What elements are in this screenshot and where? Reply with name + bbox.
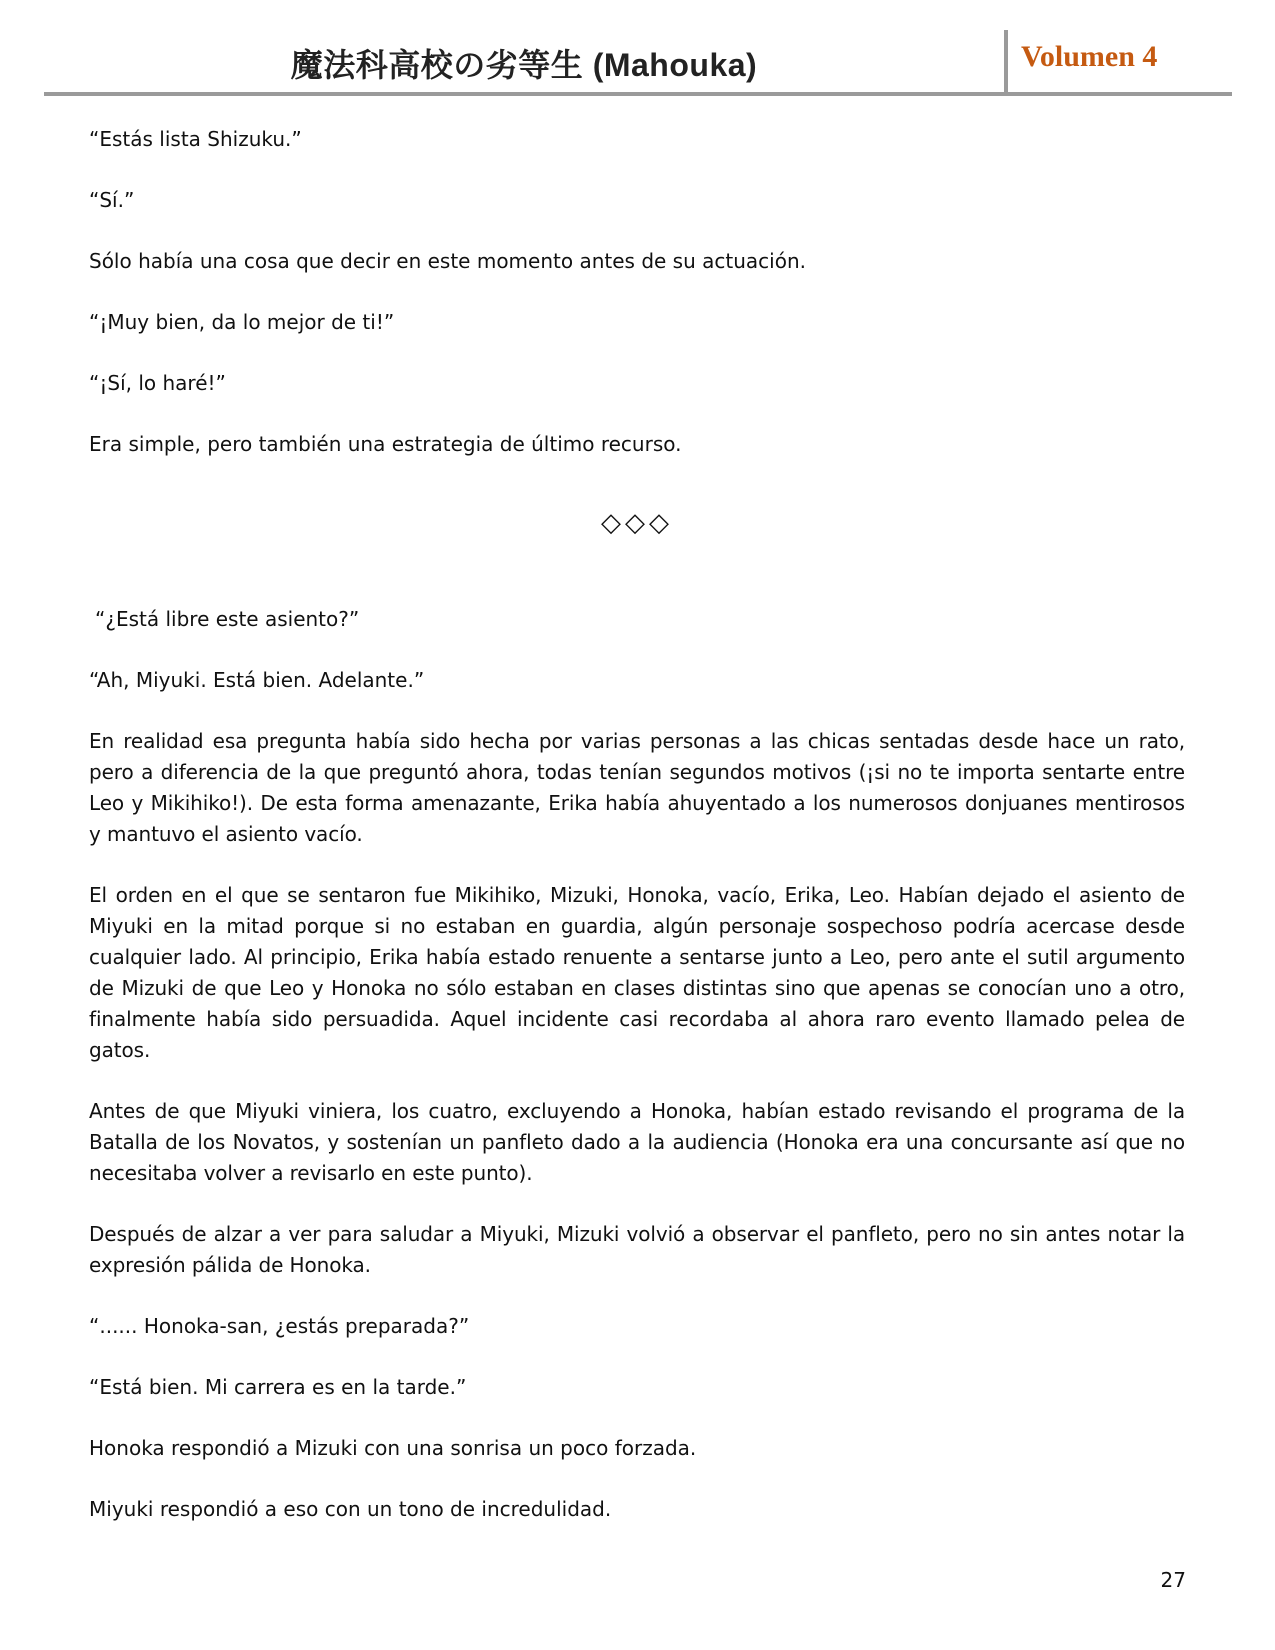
paragraph: Sólo había una cosa que decir en este momento antes de su actuación.	[89, 249, 806, 273]
paragraph: Miyuki respondió a eso con un tono de incredulidad.	[89, 1497, 612, 1521]
header-vertical-divider	[1004, 30, 1008, 92]
volume-label: Volumen 4	[1021, 40, 1158, 73]
paragraph: Era simple, pero también una estrategia de último recurso.	[89, 432, 682, 456]
paragraph: En realidad esa pregunta había sido hecha por varias personas a las chicas sentadas desde hace un rato, pero a diferencia de la que preguntó ahora, todas tenían segundos motivos (¡si no te importa sentarte entre Leo y Mikihiko!). De esta forma amenazante, Erika había ahuyentado a los numerosos donjuanes mentirosos y mantuvo el asiento vacío.	[89, 729, 1185, 846]
paragraph: “¡Sí, lo haré!”	[89, 371, 226, 395]
book-title: 魔法科高校の劣等生 (Mahouka)	[290, 47, 758, 83]
paragraph: Honoka respondió a Mizuki con una sonrisa un poco forzada.	[89, 1436, 697, 1460]
scene-break-diamonds: ◇◇◇	[601, 508, 673, 538]
paragraph: “Sí.”	[89, 188, 135, 212]
page-header	[44, 30, 1232, 96]
paragraph: “...... Honoka-san, ¿estás preparada?”	[89, 1314, 470, 1338]
paragraph: Antes de que Miyuki viniera, los cuatro, excluyendo a Honoka, habían estado revisando el programa de la Batalla de los Novatos, y sostenían un panfleto dado a la audiencia (Honoka era una concursante así que no necesitaba volver a revisarlo en este punto).	[89, 1099, 1185, 1185]
paragraph: El orden en el que se sentaron fue Mikihiko, Mizuki, Honoka, vacío, Erika, Leo. Habían dejado el asiento de Miyuki en la mitad porque si no estaban en guardia, algún personaje sospechoso podría acercase desde cualquier lado. Al principio, Erika había estado renuente a sentarse junto a Leo, pero ante el sutil argumento de Mizuki de que Leo y Honoka no sólo estaban en clases distintas sino que apenas se conocían uno a otro, finalmente había sido persuadida. Aquel incidente casi recordaba al ahora raro evento llamado pelea de gatos.	[89, 883, 1185, 1062]
paragraph: “Estás lista Shizuku.”	[89, 127, 302, 151]
paragraph: “¿Está libre este asiento?”	[95, 607, 360, 631]
paragraph: “¡Muy bien, da lo mejor de ti!”	[89, 310, 395, 334]
paragraph: “Ah, Miyuki. Está bien. Adelante.”	[89, 668, 425, 692]
page-body	[89, 124, 1185, 1555]
paragraph: “Está bien. Mi carrera es en la tarde.”	[89, 1375, 467, 1399]
page-number: 27	[1160, 1568, 1186, 1592]
header-horizontal-rule	[44, 92, 1232, 96]
paragraph: Después de alzar a ver para saludar a Miyuki, Mizuki volvió a observar el panfleto, pero no sin antes notar la expresión pálida de Honoka.	[89, 1222, 1185, 1277]
